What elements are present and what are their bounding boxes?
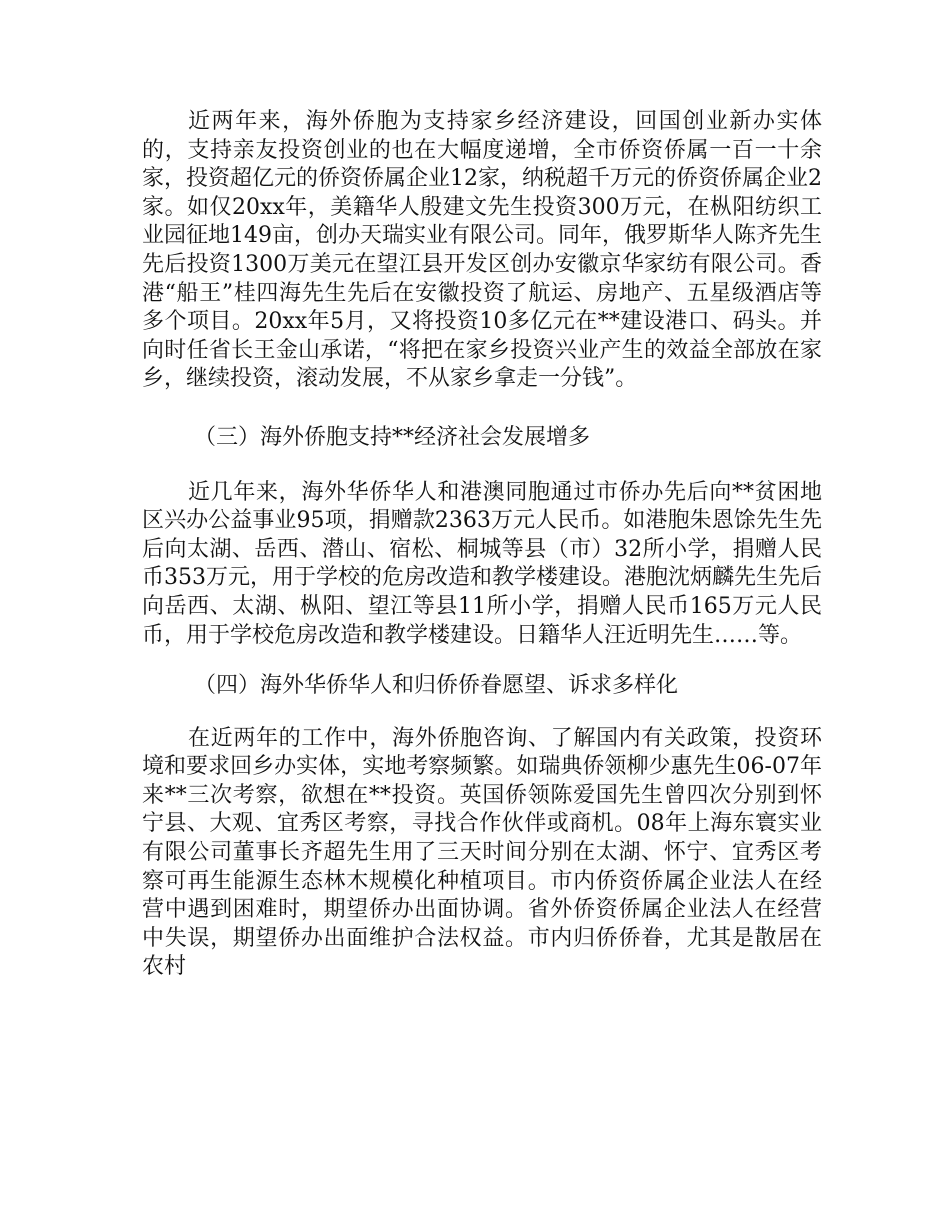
spacer	[142, 701, 822, 725]
paragraph-overseas-investment: 近两年来，海外侨胞为支持家乡经济建设，回国创业新办实体的，支持亲友投资创业的也在大幅度递增，全市侨资侨属一百一十余家，投资超亿元的侨资侨属企业12家，纳税超千万元的侨资侨属企业2家。如仅20xx年，美籍华人殷建文先生投资300万元，在枞阳纺织工业园征地149亩，创办天瑞实业有限公司。同年，俄罗斯华人陈齐先生先后投资1300万美元在望江县开发区创办安徽京华家纺有限公司。香港“船王”桂四海先生先后在安徽投资了航运、房地产、五星级酒店等多个项目。20xx年5月，又将投资10多亿元在**建设港口、码头。并向时任省长王金山承诺，“将把在家乡投资兴业产生的效益全部放在家乡，继续投资，滚动发展，不从家乡拿走一分钱”。	[142, 109, 822, 392]
paragraph-public-welfare: 近几年来，海外华侨华人和港澳同胞通过市侨办先后向**贫困地区兴办公益事业95项，捐赠款2363万元人民币。如港胞朱恩馀先生先后向太湖、岳西、潜山、宿松、桐城等县（市）32所小学，捐赠人民币353万元，用于学校的危房改造和教学楼建设。港胞沈炳麟先生先后向岳西、太湖、枞阳、望江等县11所小学，捐赠人民币165万元人民币，用于学校危房改造和教学楼建设。日籍华人汪近明先生……等。	[142, 479, 822, 648]
paragraph-diverse-demands: 在近两年的工作中，海外侨胞咨询、了解国内有关政策，投资环境和要求回乡办实体，实地考察频繁。如瑞典侨领柳少惠先生06-07年来**三次考察，欲想在**投资。英国侨领陈爱国先生曾四次分别到怀宁县、大观、宜秀区考察，寻找合作伙伴或商机。08年上海东寰实业有限公司董事长齐超先生用了三天时间分别在太湖、怀宁、宜秀区考察可再生能源生态林木规模化种植项目。市内侨资侨属企业法人在经营中遇到困难时，期望侨办出面协调。省外侨资侨属企业法人在经营中失误，期望侨办出面维护合法权益。市内归侨侨眷，尤其是散居在农村	[142, 725, 822, 980]
spacer	[142, 453, 822, 479]
spacer	[142, 650, 822, 672]
spacer	[142, 394, 822, 424]
document-page	[142, 108, 822, 982]
section-heading-4: （四）海外华侨华人和归侨侨眷愿望、诉求多样化	[194, 673, 679, 699]
section-heading-3: （三）海外侨胞支持**经济社会发展增多	[194, 424, 591, 450]
